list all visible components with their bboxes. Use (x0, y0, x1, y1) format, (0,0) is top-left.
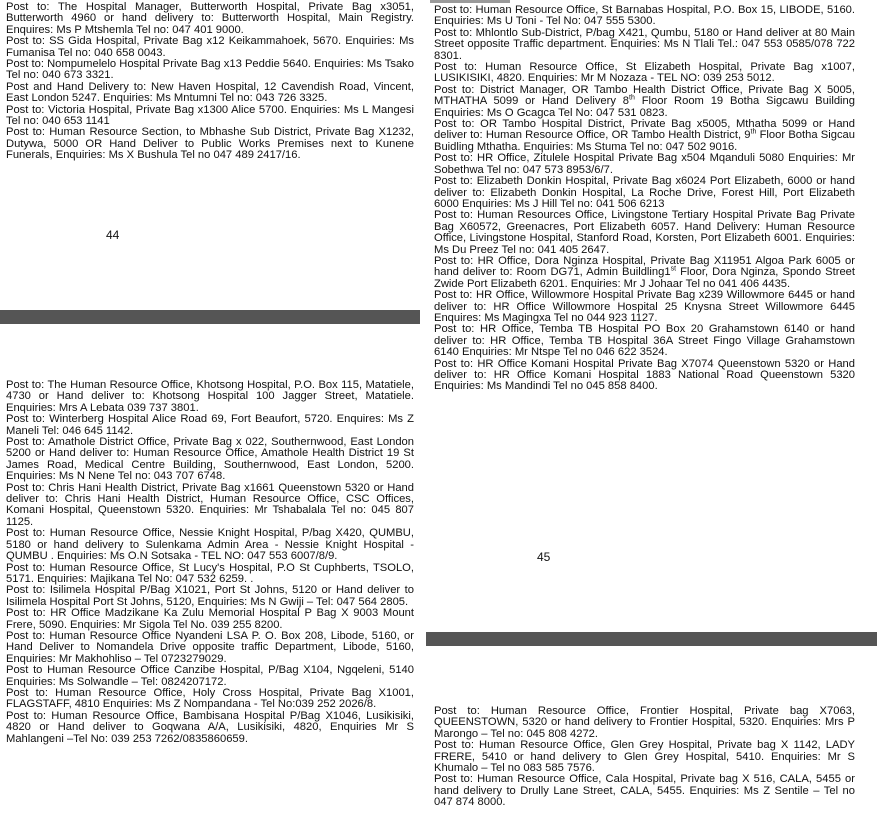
page-number-45: 45 (537, 550, 551, 564)
address-entry: Post to: Human Resource Office, Frontier Hospital, Private bag X7063, QUEENSTOWN, 5320 or hand delivery to Frontier Hospital, 5320. Enquiries: Mrs P Marongo – Tel no: 045 808 4272. (434, 705, 855, 740)
address-entry: Post to: Isilimela Hospital P/Bag X1021, Port St Johns, 5120 or Hand deliver to Isilimela Hospital Port St Johns, 5120, Enquiries: Ms N Gwiji – Tel: 047 564 2805. (6, 584, 414, 608)
address-entry: Post to: HR Office Madzikane Ka Zulu Memorial Hospital P Bag X 9003 Mount Frere, 5090. Enquiries: Mr Sigola Tel No. 039 255 8200. (6, 607, 414, 631)
address-entry: Post to: Human Resource Office, Cala Hospital, Private bag X 516, CALA, 5455 or hand delivery to Drully Lane Street, CALA, 5455. Enquiries: Ms Z Sentile – Tel no 047 874 8000. (434, 773, 855, 809)
ordinal-suffix: st (670, 265, 677, 273)
address-entry: Post to: Amathole District Office, Private Bag x 022, Southernwood, East London 5200 or Hand deliver to: Human Resource Office, Amathole Health District 19 St James Road, Medical Centre Building, Southernwood, East London, 5200. Enquiries: Ms N Nene Tel no: 043 707 6748. (6, 436, 414, 483)
address-entry: Post to Human Resource Office Canzibe Hospital, P/Bag X104, Ngqeleni, 5140 Enquiries: Ms Solwandle – Tel: 0824207172. (6, 664, 414, 688)
address-entry (434, 85, 855, 119)
right-bottom-column (434, 706, 855, 809)
address-entry: Post to: Human Resource Office, Holy Cross Hospital, Private Bag X1001, FLAGSTAFF, 4810 Enquiries: Ms Z Nompandana - Tel No:039 252 2026/8. (6, 686, 414, 711)
entry-text-part: Post to: HR Office, Dora Nginza Hospital, Private Bag X11951 Algoa Park 6005 or hand deliver to: Room DG71, Admin Buildling1 (434, 254, 855, 279)
address-entry: Post to: SS Gida Hospital, Private Bag x12 Keikammahoek, 5670. Enquiries: Ms Fumanisa Tel no: 040 658 0043. (6, 35, 414, 59)
address-entry: Post to: Human Resources Office, Livingstone Tertiary Hospital Private Bag Private Bag X60572, Greenacres, Port Elizabeth 6057. Hand Delivery: Human Resource Office, Livingstone Hospital, Stanford Road, Korsten, Port Elizabeth 6001. Enquiries: Ms Du Preez Tel no: 041 405 2647. (434, 209, 855, 256)
address-entry: Post to: Human Resource Office, St Barnabas Hospital, P.O. Box 15, LIBODE, 5160. Enquiries: Ms U Toni - Tel No: 047 555 5300. (434, 4, 855, 28)
page-divider-left (0, 310, 420, 324)
page-number-44: 44 (106, 228, 120, 242)
address-entry: Post to: Human Resource Office, Nessie Knight Hospital, P/bag X420, QUMBU, 5180 or hand delivery to Sulenkama Admin Area - Nessie Knight Hospital - QUMBU . Enquiries: Ms O.N Sotsaka - TEL NO: 047 553 6007/8/9. (6, 527, 414, 563)
left-bottom-column (6, 380, 414, 745)
right-top-column (434, 5, 855, 393)
entry-text-part: Floor Botha Sigcau Buidling Mthatha. Enquiries: Ms Stuma Tel no: 047 502 9016. (434, 129, 855, 153)
address-entry: Post to: Elizabeth Donkin Hospital, Private Bag x6024 Port Elizabeth, 6000 or hand deliver to: Elizabeth Donkin Hospital, La Roche Drive, Forest Hill, Port Elizabeth 6000 Enquiries: Ms J Hill Tel no: 041 506 6213 (434, 175, 855, 210)
address-entry: Post to: HR Office, Zitulele Hospital Private Bag x504 Mqanduli 5080 Enquiries: Mr Sobethwa Tel no: 047 573 8953/6/7. (434, 152, 855, 176)
address-entry: Post to: Human Resource Office, St Lucy's Hospital, P.O St Cuphberts, TSOLO, 5171. Enquiries: Majikana Tel No: 047 532 6259. . (6, 561, 414, 585)
address-entry: Post to: Human Resource Section, to Mbhashe Sub District, Private Bag X1232, Dutywa, 5000 OR Hand Deliver to Public Works Premises next to Kunene Funerals, Enquiries: Ms X Bushula Tel no 047 489 2417/16. (6, 126, 414, 162)
ordinal-suffix: th (750, 128, 757, 136)
address-entry: Post and Hand Delivery to: New Haven Hospital, 12 Cavendish Road, Vincent, East London 5247. Enquiries: Ms Mntumni Tel no: 043 726 3325. (6, 80, 414, 105)
entry-text-part: Post to: OR Tambo Hospital District, Private Bag x5005, Mthatha 5099 or Hand deliver to: Human Resource Office, OR Tambo Health District, 9 (434, 118, 855, 142)
address-entry: Post to: Chris Hani Health District, Private Bag x1661 Queenstown 5320 or Hand deliver to: Chris Hani Health District, Human Resource Office, CSC Offices, Komani Hospital, Queenstown 5320. Enquiries: Mr Tshabalala Tel no: 045 807 1125. (6, 481, 414, 528)
address-entry: Post to: HR Office, Willowmore Hospital Private Bag x239 Willowmore 6445 or hand deliver to: HR Office Willowmore Hospital 25 Knysna Street Willowmore 6445 Enquires: Ms Magingxa Tel no 044 923 1127. (434, 289, 855, 324)
address-entry: Post to: Human Resource Office, St Elizabeth Hospital, Private Bag x1007, LUSIKISIKI, 4820. Enquiries: Mr M Nozaza - TEL NO: 039 253 5012. (434, 61, 855, 85)
address-entry: Post to: Victoria Hospital, Private Bag x1300 Alice 5700. Enquiries: Ms L Mangesi Tel no: 040 653 1141 (6, 103, 414, 128)
address-entry: Post to: Human Resource Office Nyandeni LSA P. O. Box 208, Libode, 5160, or Hand Deliver to Nomandela Drive opposite traffic Department, Libode, 5160, Enquiries: Mr Makhohliso – Tel 0723279029. (6, 629, 414, 665)
address-entry: Post to: Human Resource Office, Bambisana Hospital P/Bag X1046, Lusikisiki, 4820 or Hand deliver to Goqwana A/A, Lusikisiki, 4820, Enquiries Mr S Mahlangeni –Tel No: 039 253 7262/0835860659. (6, 709, 414, 745)
address-entry (434, 119, 855, 153)
address-entry: Post to: Human Resource Office, Glen Grey Hospital, Private bag X 1142, LADY FRERE, 5410 or hand delivery to Glen Grey Hospital, 5410. Enquiries: Mr S Khumalo – Tel no 083 585 7576. (434, 739, 855, 775)
left-top-column (6, 2, 414, 162)
address-entry (434, 256, 855, 290)
address-entry: Post to: The Hospital Manager, Butterworth Hospital, Private Bag x3051, Butterworth 4960 or hand delivery to: Butterworth Hospital, Main Registry. Enquires: Ms P Mtshemla Tel no: 047 401 9000. (6, 1, 414, 36)
page-edge-top (430, 0, 510, 3)
address-entry: Post to: Winterberg Hospital Alice Road 69, Fort Beaufort, 5720. Enquires: Ms Z Maneli Tel: 046 645 1142. (6, 413, 414, 437)
entry-text-part: Floor Room 19 Botha Sigcawu Building Enquiries: Ms O Gcagca Tel No: 047 531 0823. (434, 95, 855, 119)
address-entry: Post to: Mhlontlo Sub-District, P/bag X421, Qumbu, 5180 or Hand deliver at 80 Main Street opposite Traffic department. Enquiries: Ms N Tlali Tel.: 047 553 0585/078 722 8301. (434, 26, 855, 62)
entry-text-part: Post to: District Manager, OR Tambo Health District Office, Private Bag X 5005, MTHATHA 5099 or Hand Delivery 8 (434, 83, 855, 108)
address-entry: Post to: HR Office, Temba TB Hospital PO Box 20 Grahamstown 6140 or hand deliver to: HR Office, Temba TB Hospital 36A Street Fingo Village Grahamstown 6140 Enquiries: Mr Ntspe Tel no 046 622 3524. (434, 323, 855, 359)
page-divider-right (426, 632, 877, 646)
address-entry: Post to: The Human Resource Office, Khotsong Hospital, P.O. Box 115, Matatiele, 4730 or Hand deliver to: Khotsong Hospital 100 Jagger Street, Matatiele. Enquiries: Mrs A Lebata 039 737 3801. (6, 379, 414, 414)
entry-text-part: Floor, Dora Nginza, Spondo Street Zwide Port Elizabeth 6201. Enquiries: Mr J Johaar Tel no 041 406 4435. (434, 266, 856, 290)
address-entry: Post to: Nompumelelo Hospital Private Bag x13 Peddie 5640. Enquiries: Ms Tsako Tel no: 040 673 3321. (6, 58, 414, 82)
ordinal-suffix: th (629, 94, 635, 102)
address-entry: Post to: HR Office Komani Hospital Private Bag X7074 Queenstown 5320 or Hand deliver to: HR Office Komani Hospital 1883 National Road Queenstown 5320 Enquiries: Ms Mandindi Tel no 045 858 8400. (434, 357, 855, 393)
